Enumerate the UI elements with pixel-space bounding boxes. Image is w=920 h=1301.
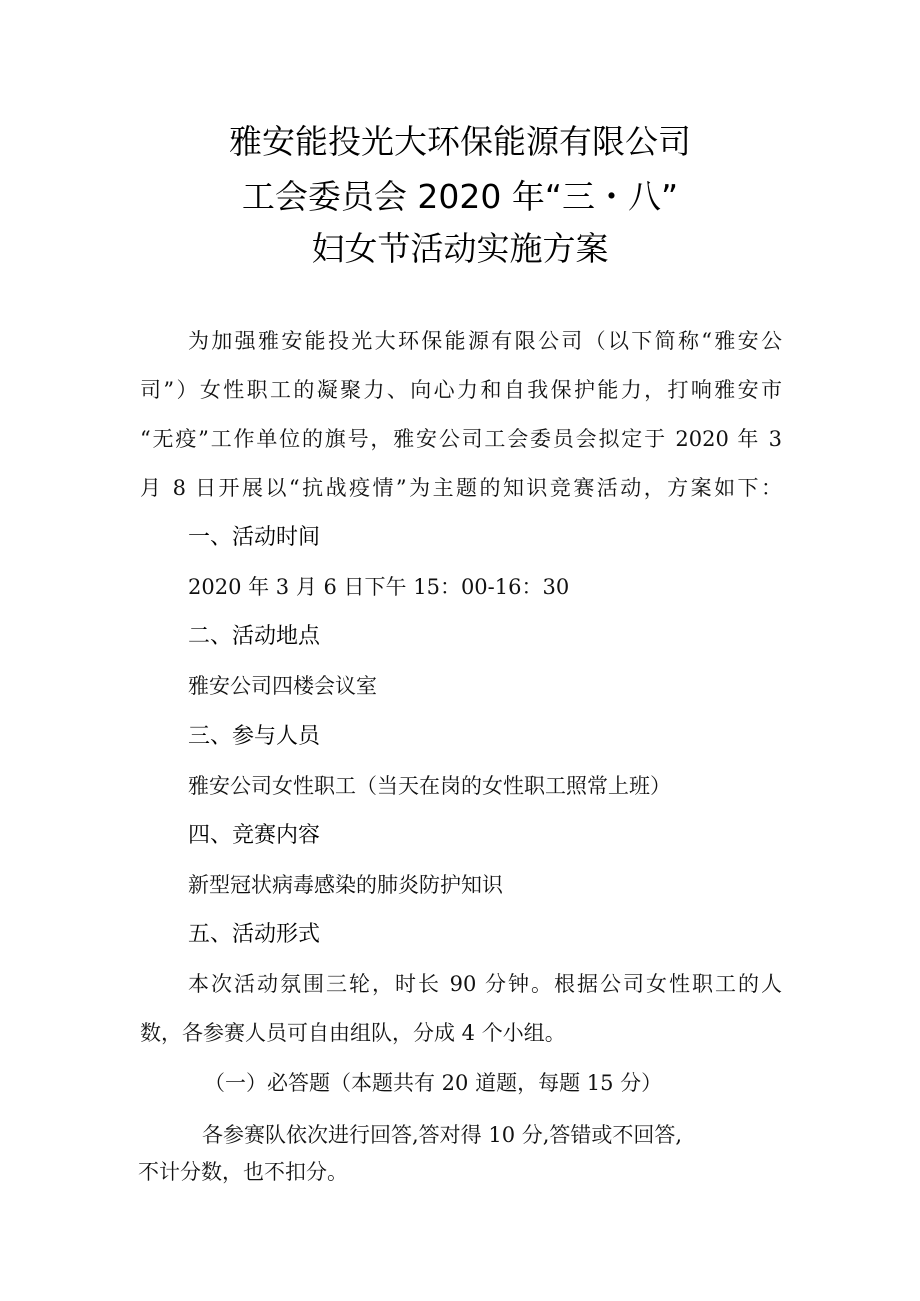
section-body-format-line-1: 本次活动氛围三轮，时长 90 分钟。根据公司女性职工的人 bbox=[188, 972, 782, 996]
intro-line-1: 为加强雅安能投光大环保能源有限公司（以下简称“雅安公 bbox=[188, 329, 782, 353]
section-sub-heading-required: （一）必答题（本题共有 20 道题，每题 15 分） bbox=[204, 1071, 663, 1095]
section-heading-participants: 三、参与人员 bbox=[188, 724, 321, 749]
rule-line-2: 不计分数，也不扣分。 bbox=[138, 1160, 348, 1184]
section-heading-time: 一、活动时间 bbox=[188, 525, 321, 550]
intro-line-3: “无疫”工作单位的旗号，雅安公司工会委员会拟定于 2020 年 3 bbox=[140, 427, 782, 451]
intro-line-2: 司”）女性职工的凝聚力、向心力和自我保护能力，打响雅安市 bbox=[140, 378, 782, 402]
document-title-line-3: 妇女节活动实施方案 bbox=[311, 229, 609, 268]
document-title-line-1: 雅安能投光大环保能源有限公司 bbox=[229, 122, 691, 161]
section-body-place: 雅安公司四楼会议室 bbox=[188, 674, 377, 698]
rule-line-1: 各参赛队依次进行回答,答对得 10 分,答错或不回答, bbox=[202, 1123, 683, 1147]
section-heading-content: 四、竞赛内容 bbox=[188, 823, 321, 848]
section-body-participants: 雅安公司女性职工（当天在岗的女性职工照常上班） bbox=[188, 774, 671, 798]
section-body-time: 2020 年 3 月 6 日下午 15：00-16：30 bbox=[188, 575, 570, 599]
document-title-line-2: 工会委员会 2020 年“三・八” bbox=[241, 177, 679, 216]
section-body-format-line-2: 数，各参赛人员可自由组队，分成 4 个小组。 bbox=[140, 1021, 566, 1045]
intro-line-4: 月 8 日开展以“抗战疫情”为主题的知识竞赛活动，方案如下： bbox=[140, 476, 782, 500]
section-body-content: 新型冠状病毒感染的肺炎防护知识 bbox=[188, 873, 503, 897]
section-heading-place: 二、活动地点 bbox=[188, 624, 321, 649]
section-heading-format: 五、活动形式 bbox=[188, 922, 321, 947]
